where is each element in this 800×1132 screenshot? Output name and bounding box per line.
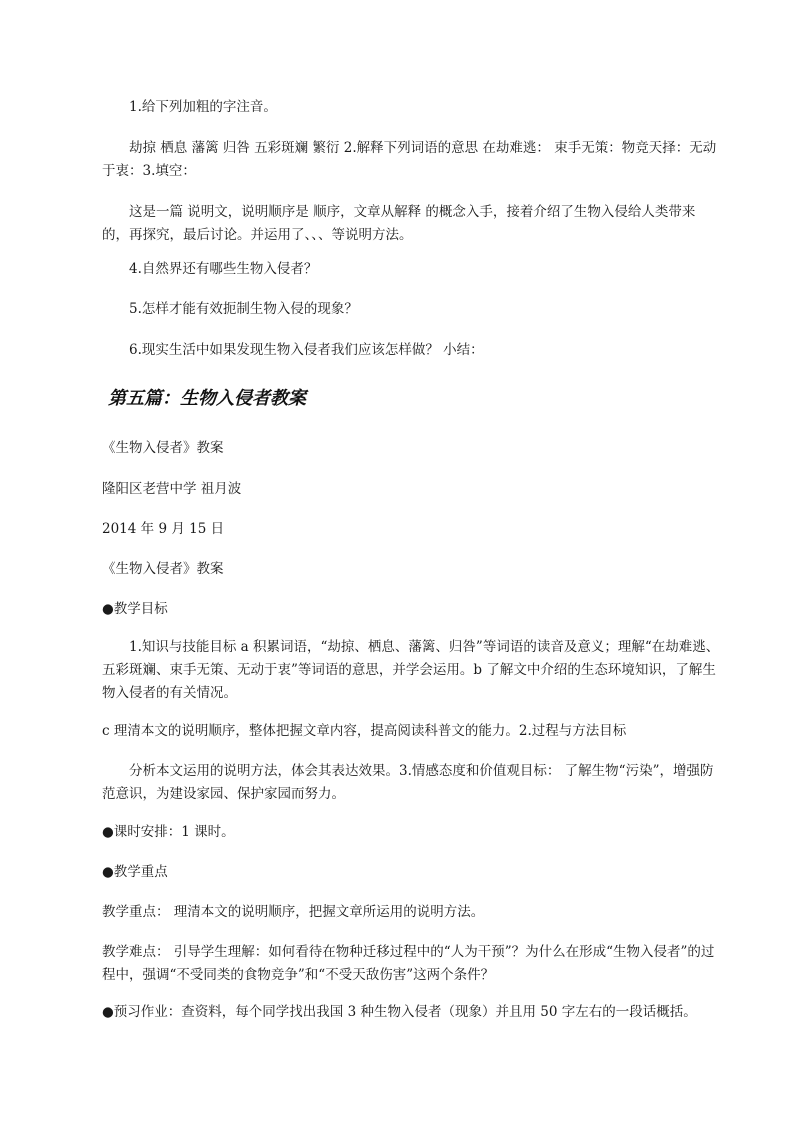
- author-line: 隆阳区老营中学 祖月波: [102, 481, 242, 497]
- section-title: 第五篇：生物入侵者教案: [108, 388, 306, 409]
- question-1: 1.给下列加粗的字注音。: [129, 99, 277, 115]
- difficulty-line: 教学难点： 引导学生理解：如何看待在物种迁移过程中的“人为干预”？为什么在形成“生物入侵者”的过程中，强调“不受同类的食物竞争”和“不受天敌伤害”这两个条件？: [102, 944, 715, 983]
- question-6: 6.现实生活中如果发现生物入侵者我们应该怎样做？ 小结：: [129, 342, 484, 358]
- schedule-line: ●课时安排：1 课时。: [102, 824, 235, 840]
- goal-knowledge-c: c 理清本文的说明顺序，整体把握文章内容，提高阅读科普文的能力。2.过程与方法目标: [102, 723, 627, 739]
- question-4: 4.自然界还有哪些生物入侵者？: [129, 261, 318, 277]
- goal-method-emotion: 分析本文运用的说明方法，体会其表达效果。3.情感态度和价值观目标： 了解生物“污染”，增强防范意识，为建设家园、保护家园而努力。: [102, 763, 714, 802]
- goals-heading: ●教学目标: [102, 601, 168, 617]
- question-5: 5.怎样才能有效扼制生物入侵的现象？: [129, 301, 358, 317]
- focus-line: 教学重点： 理清本文的说明顺序，把握文章所运用的说明方法。: [102, 904, 485, 920]
- question-3-fill: 这是一篇 说明文，说明顺序是 顺序，文章从解释 的概念入手，接着介绍了生物入侵给人类带来的，再探究，最后讨论。并运用了、、、等说明方法。: [102, 204, 696, 243]
- focus-heading: ●教学重点: [102, 864, 168, 880]
- lesson-title-repeat: 《生物入侵者》教案: [102, 561, 224, 577]
- date-line: 2014 年 9 月 15 日: [102, 521, 225, 537]
- homework-line: ●预习作业：查资料，每个同学找出我国 3 种生物入侵者（现象）并且用 50 字左右的一段话概括。: [102, 1004, 697, 1020]
- goal-knowledge: 1.知识与技能目标 a 积累词语，“劫掠、栖息、藩篱、归咎”等词语的读音及意义；理解“在劫难逃、五彩斑斓、束手无策、无动于衷”等词语的意思，并学会运用。b 了解文中介绍的生态环境知识，了解生物入侵者的有关情况。: [102, 639, 720, 701]
- lesson-title: 《生物入侵者》教案: [102, 440, 224, 456]
- question-1-words: 劫掠 栖息 藩篱 归咎 五彩斑斓 繁衍 2.解释下列词语的意思 在劫难逃： 束手无策：物竞天择：无动于衷：3.填空：: [102, 140, 717, 179]
